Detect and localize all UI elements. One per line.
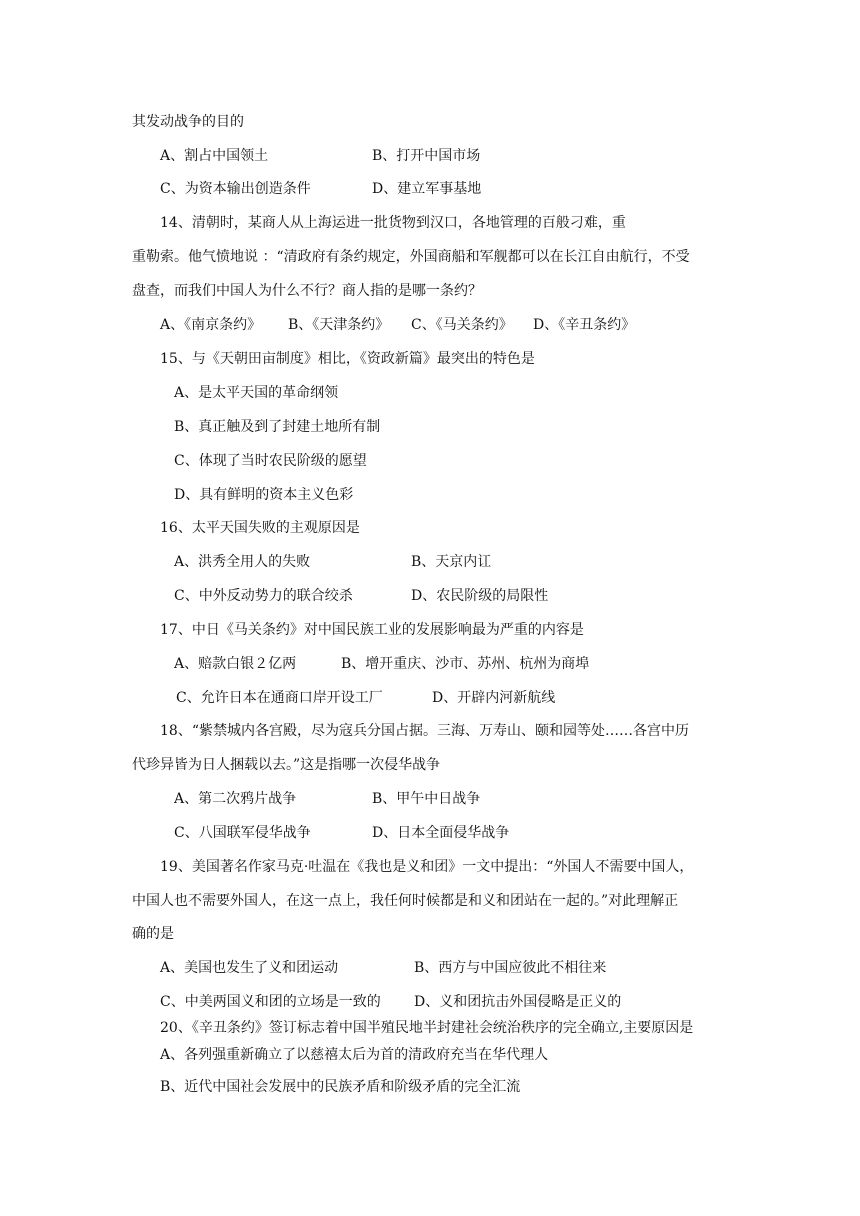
question-18-stem-line2: 代珍异皆为日人捆载以去。”这是指哪一次侵华战争 [132, 757, 441, 773]
question-20-stem: 20、《辛丑条约》签订标志着中国半殖民地半封建社会统治秩序的完全确立,主要原因是 [160, 1020, 694, 1036]
q16-option-a: A、洪秀全用人的失败 [174, 554, 311, 570]
q17-option-c: C、允许日本在通商口岸开设工厂 [176, 690, 383, 706]
q17-option-a: A、赔款白银２亿两 [174, 656, 297, 672]
q15-option-d: D、具有鲜明的资本主义色彩 [174, 487, 354, 503]
q15-option-c: C、体现了当时农民阶级的愿望 [174, 453, 367, 469]
q14-option-b: B、《天津条约》 [288, 317, 390, 333]
question-19-stem-line1: 19、美国著名作家马克·吐温在《我也是义和团》一文中提出：“外国人不需要中国人， [160, 859, 694, 875]
question-19-stem-line3: 确的是 [132, 926, 174, 942]
question-13-stem-tail: 其发动战争的目的 [132, 114, 244, 130]
q13-option-d: D、建立军事基地 [372, 181, 482, 197]
question-19-stem-line2: 中国人也不需要外国人，在这一点上，我任何时候都是和义和团站在一起的。”对此理解正 [132, 893, 679, 909]
q16-option-c: C、中外反动势力的联合绞杀 [174, 588, 353, 604]
question-16-stem: 16、太平天国失败的主观原因是 [160, 520, 360, 536]
q14-option-d: D、《辛丑条约》 [533, 317, 636, 333]
question-15-stem: 15、与《天朝田亩制度》相比，《资政新篇》最突出的特色是 [160, 351, 535, 367]
question-17-stem: 17、中日《马关条约》对中国民族工业的发展影响最为严重的内容是 [160, 622, 584, 638]
q13-option-a: A、割占中国领土 [160, 148, 269, 164]
q15-option-b: B、真正触及到了封建土地所有制 [174, 419, 381, 435]
q19-option-b: B、西方与中国应彼此不相往来 [414, 960, 607, 976]
question-14-stem-line3: 盘查，而我们中国人为什么不行？商人指的是哪一条约？ [132, 283, 482, 299]
q14-option-a: A、《南京条约》 [160, 317, 262, 333]
q20-option-a: A、各列强重新确立了以慈禧太后为首的清政府充当在华代理人 [160, 1047, 549, 1063]
q20-option-b: B、近代中国社会发展中的民族矛盾和阶级矛盾的完全汇流 [160, 1079, 521, 1095]
question-14-stem-line1: 14、清朝时，某商人从上海运进一批货物到汉口，各地管理的百般刁难，重 [160, 215, 626, 231]
q18-option-c: C、八国联军侵华战争 [174, 825, 311, 841]
q18-option-b: B、甲午中日战争 [372, 791, 481, 807]
q17-option-d: D、开辟内河新航线 [432, 690, 556, 706]
q19-option-a: A、美国也发生了义和团运动 [160, 960, 339, 976]
q13-option-b: B、打开中国市场 [372, 148, 481, 164]
q13-option-c: C、为资本输出创造条件 [160, 181, 311, 197]
q17-option-b: B、增开重庆、沙市、苏州、杭州为商埠 [341, 656, 590, 672]
q18-option-a: A、第二次鸦片战争 [174, 791, 297, 807]
q19-option-c: C、中美两国义和团的立场是一致的 [160, 994, 381, 1010]
question-14-stem-line2: 重勒索。他气愤地说 ：“清政府有条约规定，外国商船和军舰都可以在长江自由航行，不受 [132, 249, 690, 265]
q15-option-a: A、是太平天国的革命纲领 [174, 385, 339, 401]
q18-option-d: D、日本全面侵华战争 [372, 825, 510, 841]
question-18-stem-line1: 18、“紫禁城内各宫殿，尽为寇兵分国占据。三海、万寿山、颐和园等处……各宫中历 [160, 723, 689, 739]
q19-option-d: D、义和团抗击外国侵略是正义的 [414, 994, 622, 1010]
q16-option-b: B、天京内讧 [411, 554, 492, 570]
q16-option-d: D、农民阶级的局限性 [411, 588, 549, 604]
q14-option-c: C、《马关条约》 [411, 317, 513, 333]
